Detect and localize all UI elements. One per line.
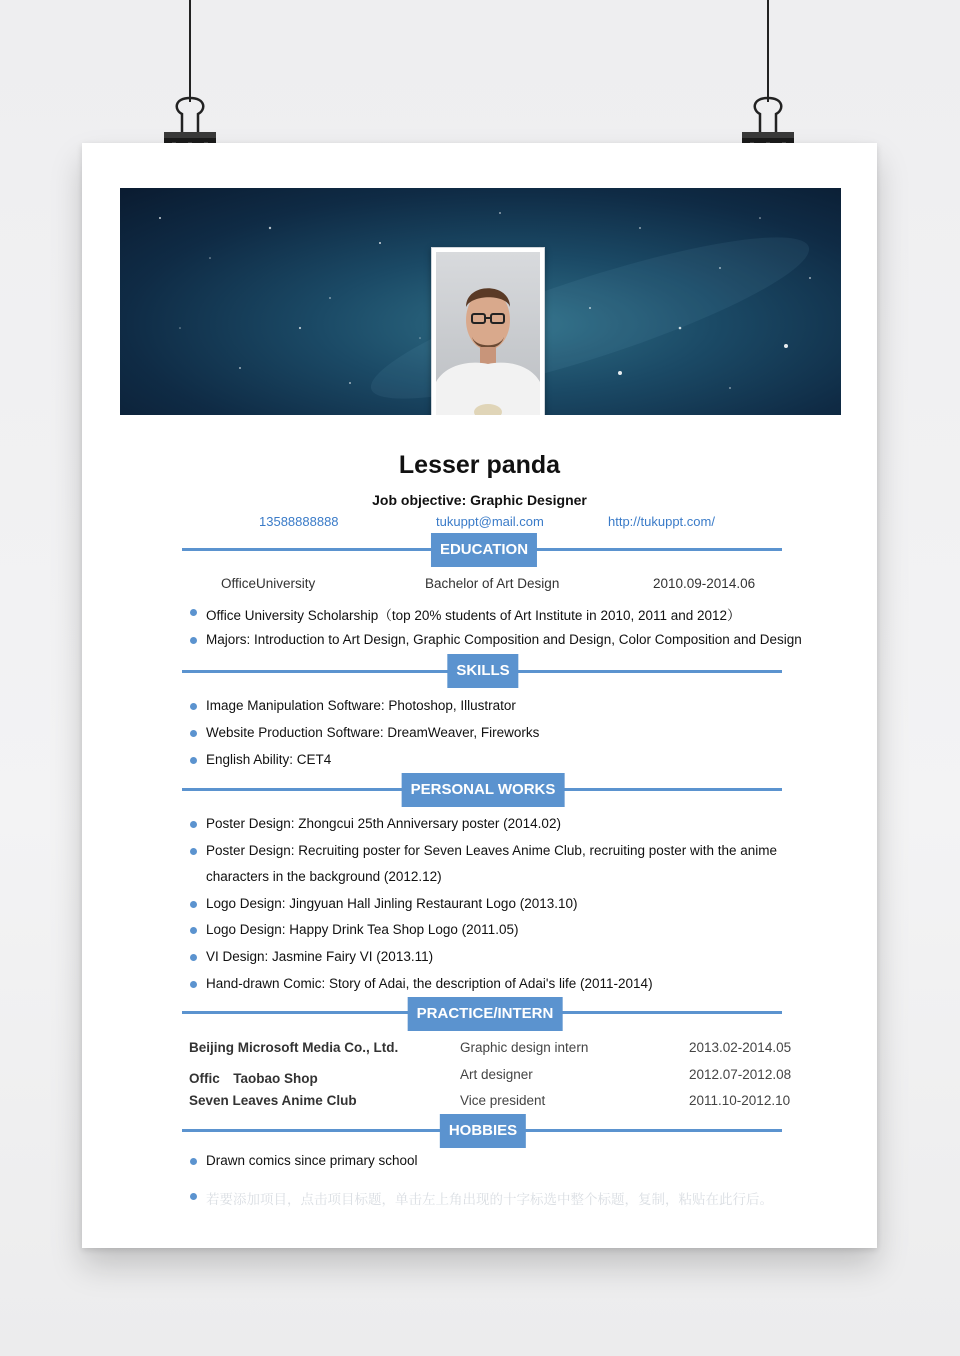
list-item: Poster Design: Recruiting poster for Seven Leaves Anime Club, recruiting poster with the anime: [190, 843, 777, 858]
intern-org: Offic Taobao Shop: [189, 1071, 318, 1086]
works-title: PERSONAL WORKS: [402, 773, 565, 807]
job-objective: Job objective: Graphic Designer: [372, 492, 587, 508]
email-link[interactable]: tukuppt@mail.com: [436, 514, 544, 529]
hanging-string-right: [767, 0, 769, 102]
website-link[interactable]: http://tukuppt.com/: [608, 514, 715, 529]
education-period: 2010.09-2014.06: [653, 576, 756, 591]
education-school: OfficeUniversity: [221, 576, 316, 591]
intern-org: Beijing Microsoft Media Co., Ltd.: [189, 1040, 399, 1055]
list-item: Image Manipulation Software: Photoshop, Illustrator: [190, 698, 516, 713]
intern-period: 2013.02-2014.05: [689, 1040, 792, 1055]
candidate-name: Lesser panda: [398, 451, 561, 479]
intern-period: 2011.10-2012.10: [689, 1093, 791, 1108]
profile-photo: [431, 247, 545, 415]
intern-role: Graphic design intern: [460, 1040, 589, 1055]
intern-role: Vice president: [460, 1093, 546, 1108]
skills-title: SKILLS: [447, 654, 518, 688]
list-item: Office University Scholarship（top 20% students of Art Institute in 2010, 2011 and 2012）: [190, 604, 741, 624]
hobbies-title: HOBBIES: [440, 1114, 526, 1148]
list-item-continuation: characters in the background (2012.12): [206, 869, 442, 884]
education-degree: Bachelor of Art Design: [425, 576, 560, 591]
list-item: Drawn comics since primary school: [190, 1153, 418, 1168]
resume-paper: [82, 143, 877, 1248]
intern-period: 2012.07-2012.08: [689, 1067, 792, 1082]
list-item: VI Design: Jasmine Fairy VI (2013.11): [190, 949, 433, 964]
list-item: Logo Design: Jingyuan Hall Jinling Restaurant Logo (2013.10): [190, 896, 578, 911]
education-title: EDUCATION: [431, 533, 537, 567]
list-item: Website Production Software: DreamWeaver, Fireworks: [190, 725, 539, 740]
list-item: Logo Design: Happy Drink Tea Shop Logo (2011.05): [190, 922, 518, 937]
starry-banner: [120, 188, 841, 415]
intern-org: Seven Leaves Anime Club: [189, 1093, 357, 1108]
list-item: English Ability: CET4: [190, 752, 331, 767]
list-item: Hand-drawn Comic: Story of Adai, the description of Adai's life (2011-2014): [190, 976, 653, 991]
hanging-string-left: [189, 0, 191, 102]
list-item: Poster Design: Zhongcui 25th Anniversary poster (2014.02): [190, 816, 561, 831]
avatar-icon: [436, 252, 540, 415]
phone-number[interactable]: 13588888888: [259, 514, 339, 529]
list-item: Majors: Introduction to Art Design, Graphic Composition and Design, Color Composition and Design: [190, 632, 802, 647]
placeholder-hint: 若要添加项目，点击项目标题，单击左上角出现的十字标选中整个标题，复制，粘贴在此行后。: [190, 1188, 773, 1208]
intern-role: Art designer: [460, 1067, 533, 1082]
intern-title: PRACTICE/INTERN: [408, 997, 563, 1031]
